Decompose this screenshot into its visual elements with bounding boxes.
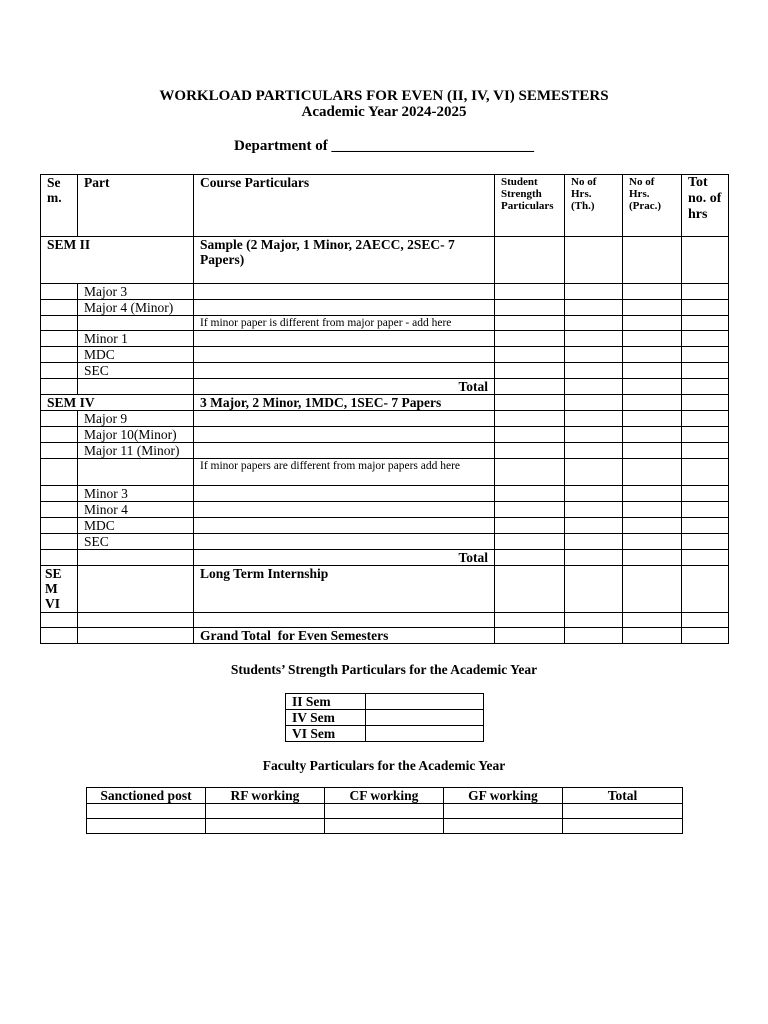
table-row xyxy=(41,486,729,502)
part-cell: Minor 3 xyxy=(78,486,194,502)
header-hrs-th: No of Hrs. (Th.) xyxy=(565,175,623,237)
table-row xyxy=(41,363,729,379)
strength-table xyxy=(285,693,484,742)
table-row xyxy=(41,331,729,347)
header-cf-working: CF working xyxy=(325,788,444,804)
table-row xyxy=(41,427,729,443)
part-cell: Minor 1 xyxy=(78,331,194,347)
header-sem: Se m. xyxy=(41,175,78,237)
part-cell: Major 9 xyxy=(78,411,194,427)
table-row xyxy=(41,300,729,316)
sem6-row xyxy=(41,566,729,613)
sem2-course: Sample (2 Major, 1 Minor, 2AECC, 2SEC- 7 Papers) xyxy=(194,237,495,284)
header-total: Tot no. of hrs xyxy=(682,175,729,237)
faculty-table xyxy=(86,787,683,834)
sem2-row xyxy=(41,237,729,284)
document-title: WORKLOAD PARTICULARS FOR EVEN (II, IV, VI) SEMESTERS xyxy=(159,88,609,104)
strength-row-label: IV Sem xyxy=(286,710,366,726)
table-row xyxy=(41,459,729,486)
table-header-row xyxy=(41,175,729,237)
faculty-section-title: Faculty Particulars for the Academic Year xyxy=(262,758,506,773)
sem2-label: SEM II xyxy=(41,237,194,284)
strength-row-label: VI Sem xyxy=(286,726,366,742)
header-faculty-total: Total xyxy=(563,788,683,804)
table-row xyxy=(41,613,729,628)
part-cell: Major 10(Minor) xyxy=(78,427,194,443)
table-row xyxy=(41,518,729,534)
sem2-total-label: Total xyxy=(194,379,495,395)
sem4-minor-note: If minor papers are different from major papers add here xyxy=(194,459,495,486)
header-strength: Student Strength Particulars xyxy=(495,175,565,237)
table-row xyxy=(41,502,729,518)
sem6-label: SE M VI xyxy=(41,566,78,613)
strength-section-title: Students’ Strength Particulars for the Academic Year xyxy=(230,662,538,677)
part-cell: SEC xyxy=(78,534,194,550)
sem4-label: SEM IV xyxy=(41,395,194,411)
sem2-minor-note: If minor paper is different from major paper - add here xyxy=(194,316,495,331)
table-row xyxy=(41,316,729,331)
part-cell: Major 11 (Minor) xyxy=(78,443,194,459)
sem2-total-row xyxy=(41,379,729,395)
table-row xyxy=(41,411,729,427)
sem4-total-label: Total xyxy=(194,550,495,566)
part-cell: SEC xyxy=(78,363,194,379)
table-row xyxy=(41,443,729,459)
department-line: Department of ___________________________ xyxy=(234,138,534,154)
part-cell: Major 4 (Minor) xyxy=(78,300,194,316)
sem4-row xyxy=(41,395,729,411)
sem4-total-row xyxy=(41,550,729,566)
header-rf-working: RF working xyxy=(206,788,325,804)
faculty-header-row xyxy=(87,788,683,804)
grand-total-row xyxy=(41,628,729,644)
part-cell: Minor 4 xyxy=(78,502,194,518)
header-hrs-prac: No of Hrs. (Prac.) xyxy=(623,175,682,237)
table-row xyxy=(87,804,683,819)
strength-row-label: II Sem xyxy=(286,694,366,710)
table-row xyxy=(41,347,729,363)
academic-year: Academic Year 2024-2025 xyxy=(301,104,467,120)
table-row xyxy=(286,710,484,726)
table-row xyxy=(286,694,484,710)
part-cell: MDC xyxy=(78,347,194,363)
part-cell: Major 3 xyxy=(78,284,194,300)
part-cell: MDC xyxy=(78,518,194,534)
header-gf-working: GF working xyxy=(444,788,563,804)
table-row xyxy=(41,284,729,300)
sem6-course: Long Term Internship xyxy=(194,566,495,613)
header-part: Part xyxy=(78,175,194,237)
header-course: Course Particulars xyxy=(194,175,495,237)
sem4-course: 3 Major, 2 Minor, 1MDC, 1SEC- 7 Papers xyxy=(194,395,495,411)
grand-total-label: Grand Total for Even Semesters xyxy=(194,628,495,644)
table-row xyxy=(286,726,484,742)
workload-table xyxy=(40,174,729,644)
table-row xyxy=(87,819,683,834)
table-row xyxy=(41,534,729,550)
header-sanctioned-post: Sanctioned post xyxy=(87,788,206,804)
